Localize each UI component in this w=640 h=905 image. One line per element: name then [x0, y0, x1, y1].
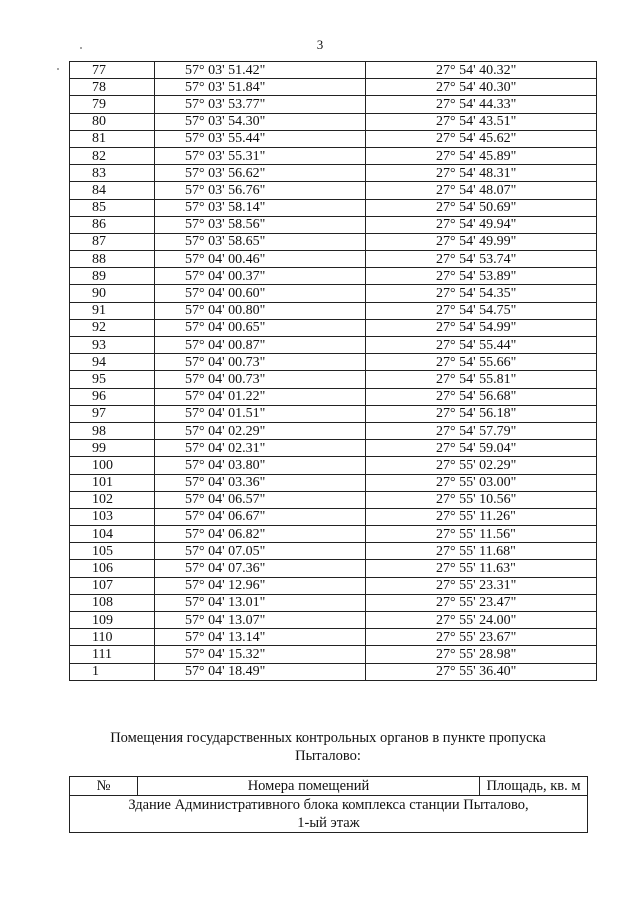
latitude-cell: 57° 03' 54.30": [155, 113, 366, 130]
point-number-cell: 79: [70, 96, 155, 113]
longitude-cell: 27° 55' 11.26": [366, 508, 597, 525]
latitude-cell: 57° 04' 06.67": [155, 508, 366, 525]
table-row: [70, 302, 597, 319]
column-header-area: Площадь, кв. м: [480, 777, 588, 796]
table-row: [70, 491, 597, 508]
point-number-cell: 78: [70, 79, 155, 96]
table-row: [70, 268, 597, 285]
column-header-number: №: [70, 777, 138, 796]
latitude-cell: 57° 04' 07.36": [155, 560, 366, 577]
longitude-cell: 27° 54' 49.94": [366, 216, 597, 233]
latitude-cell: 57° 04' 01.22": [155, 388, 366, 405]
table-row: [70, 543, 597, 560]
table-row: [70, 577, 597, 594]
latitude-cell: 57° 04' 00.87": [155, 337, 366, 354]
point-number-cell: 94: [70, 354, 155, 371]
point-number-cell: 92: [70, 319, 155, 336]
table-row: [70, 405, 597, 422]
latitude-cell: 57° 04' 00.73": [155, 371, 366, 388]
longitude-cell: 27° 54' 54.75": [366, 302, 597, 319]
table-row: [70, 113, 597, 130]
latitude-cell: 57° 04' 12.96": [155, 577, 366, 594]
latitude-cell: 57° 03' 58.65": [155, 233, 366, 250]
longitude-cell: 27° 55' 11.68": [366, 543, 597, 560]
longitude-cell: 27° 55' 28.98": [366, 646, 597, 663]
latitude-cell: 57° 03' 53.77": [155, 96, 366, 113]
page-number: 3: [316, 37, 324, 52]
column-header-rooms: Номера помещений: [138, 777, 480, 796]
table-row: [70, 440, 597, 457]
latitude-cell: 57° 04' 00.46": [155, 251, 366, 268]
latitude-cell: 57° 03' 56.62": [155, 165, 366, 182]
rooms-table: [69, 776, 588, 833]
section-heading-line1: Помещения государственных контрольных органов в пункте пропуска: [110, 730, 546, 746]
longitude-cell: 27° 54' 40.32": [366, 62, 597, 79]
longitude-cell: 27° 54' 48.31": [366, 165, 597, 182]
table-row: [70, 130, 597, 147]
building-line1: Здание Административного блока комплекса станции Пыталово,: [128, 797, 529, 813]
point-number-cell: 98: [70, 422, 155, 439]
latitude-cell: 57° 03' 55.44": [155, 130, 366, 147]
latitude-cell: 57° 03' 51.84": [155, 79, 366, 96]
point-number-cell: 100: [70, 457, 155, 474]
table-row: [70, 147, 597, 164]
table-row: [70, 629, 597, 646]
point-number-cell: 102: [70, 491, 155, 508]
table-row: [70, 560, 597, 577]
table-row: [70, 663, 597, 680]
longitude-cell: 27° 54' 54.99": [366, 319, 597, 336]
point-number-cell: 88: [70, 251, 155, 268]
latitude-cell: 57° 04' 02.29": [155, 422, 366, 439]
longitude-cell: 27° 54' 56.18": [366, 405, 597, 422]
point-number-cell: 80: [70, 113, 155, 130]
section-heading: [70, 729, 586, 765]
table-row: [70, 422, 597, 439]
point-number-cell: 86: [70, 216, 155, 233]
longitude-cell: 27° 54' 59.04": [366, 440, 597, 457]
longitude-cell: 27° 55' 02.29": [366, 457, 597, 474]
latitude-cell: 57° 04' 03.80": [155, 457, 366, 474]
longitude-cell: 27° 55' 24.00": [366, 612, 597, 629]
point-number-cell: 90: [70, 285, 155, 302]
table-row: [70, 285, 597, 302]
table-row: [70, 199, 597, 216]
point-number-cell: 105: [70, 543, 155, 560]
coordinates-table-body: [70, 62, 597, 681]
point-number-cell: 84: [70, 182, 155, 199]
point-number-cell: 109: [70, 612, 155, 629]
point-number-cell: 85: [70, 199, 155, 216]
point-number-cell: 81: [70, 130, 155, 147]
point-number-cell: 87: [70, 233, 155, 250]
table-row: [70, 594, 597, 611]
latitude-cell: 57° 04' 06.82": [155, 526, 366, 543]
point-number-cell: 101: [70, 474, 155, 491]
longitude-cell: 27° 55' 11.63": [366, 560, 597, 577]
longitude-cell: 27° 54' 57.79": [366, 422, 597, 439]
table-row: [70, 182, 597, 199]
longitude-cell: 27° 54' 43.51": [366, 113, 597, 130]
longitude-cell: 27° 54' 45.62": [366, 130, 597, 147]
table-row: [70, 508, 597, 525]
longitude-cell: 27° 55' 03.00": [366, 474, 597, 491]
point-number-cell: 111: [70, 646, 155, 663]
latitude-cell: 57° 03' 51.42": [155, 62, 366, 79]
longitude-cell: 27° 54' 55.66": [366, 354, 597, 371]
point-number-cell: 83: [70, 165, 155, 182]
latitude-cell: 57° 04' 01.51": [155, 405, 366, 422]
latitude-cell: 57° 04' 00.37": [155, 268, 366, 285]
longitude-cell: 27° 54' 53.89": [366, 268, 597, 285]
latitude-cell: 57° 04' 13.01": [155, 594, 366, 611]
table-row: [70, 457, 597, 474]
longitude-cell: 27° 55' 36.40": [366, 663, 597, 680]
building-row: [70, 796, 588, 833]
latitude-cell: 57° 04' 13.14": [155, 629, 366, 646]
point-number-cell: 103: [70, 508, 155, 525]
longitude-cell: 27° 55' 23.67": [366, 629, 597, 646]
table-row: [70, 474, 597, 491]
table-row: [70, 612, 597, 629]
longitude-cell: 27° 55' 23.31": [366, 577, 597, 594]
point-number-cell: 110: [70, 629, 155, 646]
point-number-cell: 89: [70, 268, 155, 285]
table-row: [70, 337, 597, 354]
latitude-cell: 57° 04' 13.07": [155, 612, 366, 629]
table-row: [70, 96, 597, 113]
building-line2: 1-ый этаж: [297, 815, 360, 831]
longitude-cell: 27° 55' 23.47": [366, 594, 597, 611]
point-number-cell: 82: [70, 147, 155, 164]
longitude-cell: 27° 55' 11.56": [366, 526, 597, 543]
table-row: [70, 371, 597, 388]
point-number-cell: 91: [70, 302, 155, 319]
point-number-cell: 108: [70, 594, 155, 611]
point-number-cell: 106: [70, 560, 155, 577]
longitude-cell: 27° 54' 48.07": [366, 182, 597, 199]
point-number-cell: 95: [70, 371, 155, 388]
point-number-cell: 93: [70, 337, 155, 354]
point-number-cell: 104: [70, 526, 155, 543]
point-number-cell: 99: [70, 440, 155, 457]
table-row: [70, 526, 597, 543]
latitude-cell: 57° 03' 58.14": [155, 199, 366, 216]
latitude-cell: 57° 03' 58.56": [155, 216, 366, 233]
latitude-cell: 57° 03' 56.76": [155, 182, 366, 199]
point-number-cell: 107: [70, 577, 155, 594]
rooms-table-header: [70, 777, 588, 796]
latitude-cell: 57° 04' 06.57": [155, 491, 366, 508]
latitude-cell: 57° 04' 07.05": [155, 543, 366, 560]
latitude-cell: 57° 04' 15.32": [155, 646, 366, 663]
table-row: [70, 79, 597, 96]
longitude-cell: 27° 54' 50.69": [366, 199, 597, 216]
table-row: [70, 62, 597, 79]
longitude-cell: 27° 55' 10.56": [366, 491, 597, 508]
latitude-cell: 57° 04' 18.49": [155, 663, 366, 680]
latitude-cell: 57° 03' 55.31": [155, 147, 366, 164]
longitude-cell: 27° 54' 56.68": [366, 388, 597, 405]
longitude-cell: 27° 54' 55.44": [366, 337, 597, 354]
scan-speck: [57, 68, 59, 70]
point-number-cell: 77: [70, 62, 155, 79]
longitude-cell: 27° 54' 49.99": [366, 233, 597, 250]
scan-speck: [80, 47, 82, 49]
section-heading-line2: Пыталово:: [295, 748, 361, 764]
table-row: [70, 319, 597, 336]
table-row: [70, 251, 597, 268]
point-number-cell: 97: [70, 405, 155, 422]
latitude-cell: 57° 04' 00.80": [155, 302, 366, 319]
table-row: [70, 354, 597, 371]
table-row: [70, 233, 597, 250]
table-row: [70, 646, 597, 663]
latitude-cell: 57° 04' 02.31": [155, 440, 366, 457]
longitude-cell: 27° 54' 55.81": [366, 371, 597, 388]
building-cell: [70, 796, 588, 833]
latitude-cell: 57° 04' 00.73": [155, 354, 366, 371]
longitude-cell: 27° 54' 53.74": [366, 251, 597, 268]
table-row: [70, 388, 597, 405]
longitude-cell: 27° 54' 54.35": [366, 285, 597, 302]
point-number-cell: 96: [70, 388, 155, 405]
coordinates-table: [69, 61, 597, 681]
table-row: [70, 165, 597, 182]
longitude-cell: 27° 54' 45.89": [366, 147, 597, 164]
longitude-cell: 27° 54' 40.30": [366, 79, 597, 96]
latitude-cell: 57° 04' 00.60": [155, 285, 366, 302]
table-row: [70, 216, 597, 233]
latitude-cell: 57° 04' 03.36": [155, 474, 366, 491]
latitude-cell: 57° 04' 00.65": [155, 319, 366, 336]
longitude-cell: 27° 54' 44.33": [366, 96, 597, 113]
point-number-cell: 1: [70, 663, 155, 680]
